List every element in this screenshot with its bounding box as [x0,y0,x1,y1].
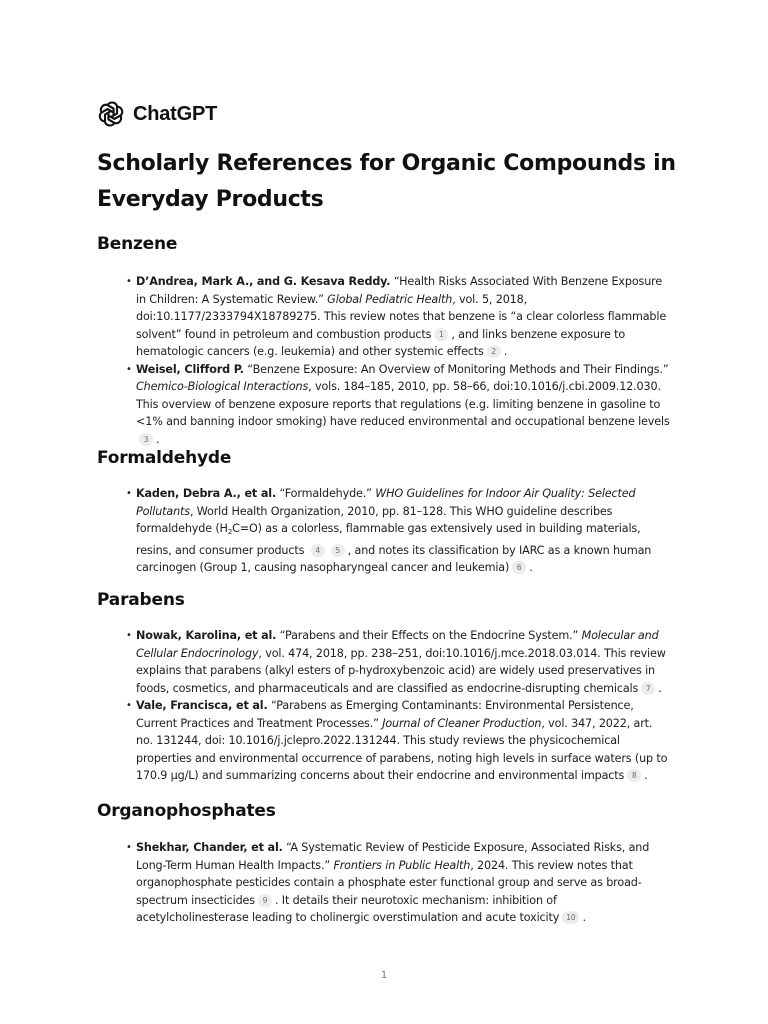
reference-title: “A Systematic Review of Pesticide Exposure, Associated Risks, and Long-Term Human Health Impacts.” [136,841,650,872]
citation-badge[interactable]: 7 [641,682,655,695]
page-number: 1 [380,970,388,981]
citation-badge[interactable]: 5 [331,544,345,557]
section-heading-benzene: Benzene [97,234,178,254]
section-heading-formaldehyde: Formaldehyde [97,448,232,468]
reference-item [126,839,671,927]
reference-text: , and notes its classification by IARC as a known human carcinogen (Group 1, causing nasopharyngeal cancer and leukemia) [136,543,652,574]
section-heading-organophosphates: Organophosphates [97,801,276,821]
reference-journal: Frontiers in Public Health [333,858,471,872]
reference-end: . [156,432,160,446]
reference-authors: D’Andrea, Mark A., and G. Kesava Reddy. [136,275,391,288]
reference-details: , vol. 474, 2018, pp. 238–251, doi:10.1016/j.mce.2018.03.014. This review explains that parabens (alkyl esters of p-hydroxybenzoic acid) are widely used preservatives in foods, cosmetics, and pharmaceuticals and are classified as endocrine-disrupting chemicals [136,646,666,695]
reference-end: . [582,911,586,924]
subscript: 2 [227,528,233,536]
reference-authors: Kaden, Debra A., et al. [136,487,277,500]
reference-journal: Chemico-Biological Interactions [136,380,309,393]
reference-details: , vols. 184–185, 2010, pp. 58–66, doi:10.1016/j.cbi.2009.12.030. This overview of benzene exposure reports that regulations (e.g. limiting benzene in gasoline to <1% and banning indoor smoking) have reduced environmental and occupational benzene levels [136,380,670,428]
brand-name: ChatGPT [133,102,218,125]
citation-badge[interactable]: 10 [562,911,579,924]
citation-badge[interactable]: 1 [434,328,448,341]
reference-title: “Health Risks Associated With Benzene Exposure in Children: A Systematic Review.” [136,275,663,306]
reference-details: , vol. 347, 2022, art. no. 131244, doi: 10.1016/j.jclepro.2022.131244. This study reviews the physicochemical properties and environmental occurrence of parabens, noting high levels in surface waters (up to 170.9 µg/L) and summarizing concerns about their endocrine and environmental impacts [136,716,668,782]
reference-text: , and links benzene exposure to hematologic cancers (e.g. leukemia) and other systemic effects [136,327,626,358]
reference-journal: Molecular and Cellular Endocrinology [136,629,659,660]
reference-item [126,627,671,697]
openai-logo-icon [97,100,125,128]
reference-authors: Nowak, Karolina, et al. [136,629,277,642]
reference-title: “Formaldehyde.” [279,487,372,500]
reference-list-benzene [126,273,671,448]
citation-badge[interactable]: 8 [627,769,641,782]
reference-item [126,697,671,785]
reference-details: , World Health Organization, 2010, pp. 81–128. This WHO guideline describes formaldehyde (H [136,504,613,535]
reference-list-parabens [126,627,671,785]
reference-title: “Parabens and their Effects on the Endocrine System.” [279,629,579,642]
reference-authors: Shekhar, Chander, et al. [136,841,283,854]
reference-item [126,273,671,361]
section-heading-parabens: Parabens [97,590,185,610]
reference-journal: WHO Guidelines for Indoor Air Quality: Selected Pollutants [136,487,636,518]
reference-title: “Parabens as Emerging Contaminants: Environmental Persistence, Current Practices and Treatment Processes.” [136,699,634,730]
reference-list-organophosphates [126,839,671,927]
reference-text: . It details their neurotoxic mechanism: inhibition of acetylcholinesterase leading to cholinergic overstimulation and acute toxicity [136,893,560,924]
reference-details: C=O) as a colorless, flammable gas extensively used in building materials, resins, and consumer products [136,522,641,557]
reference-details: , vol. 5, 2018, doi:10.1177/2333794X18789275. This review notes that benzene is “a clear colorless flammable solvent” found in petroleum and combustion products [136,292,667,341]
reference-journal: Global Pediatric Health [327,292,453,306]
reference-authors: Weisel, Clifford P. [136,362,244,376]
citation-badge[interactable]: 4 [311,544,325,557]
reference-item [126,485,671,577]
reference-journal: Journal of Cleaner Production [382,716,542,730]
reference-end: . [503,345,508,358]
citation-badge[interactable]: 2 [487,345,501,358]
brand-header [97,100,217,128]
citation-badge[interactable]: 9 [258,894,272,907]
reference-details: , 2024. This review notes that organophosphate pesticides contain a phosphate ester functional group and serve as broad-spectrum insecticides [136,858,642,907]
reference-end: . [529,561,533,574]
reference-list-formaldehyde [126,485,671,577]
reference-title: “Benzene Exposure: An Overview of Monitoring Methods and Their Findings.” [247,362,669,376]
reference-item [126,361,671,449]
reference-end: . [658,681,662,695]
reference-authors: Vale, Francisca, et al. [136,699,268,712]
page-title: Scholarly References for Organic Compounds in Everyday Products [97,151,676,212]
citation-badge[interactable]: 6 [512,561,526,574]
reference-end: . [644,769,648,782]
citation-badge[interactable]: 3 [139,433,153,446]
